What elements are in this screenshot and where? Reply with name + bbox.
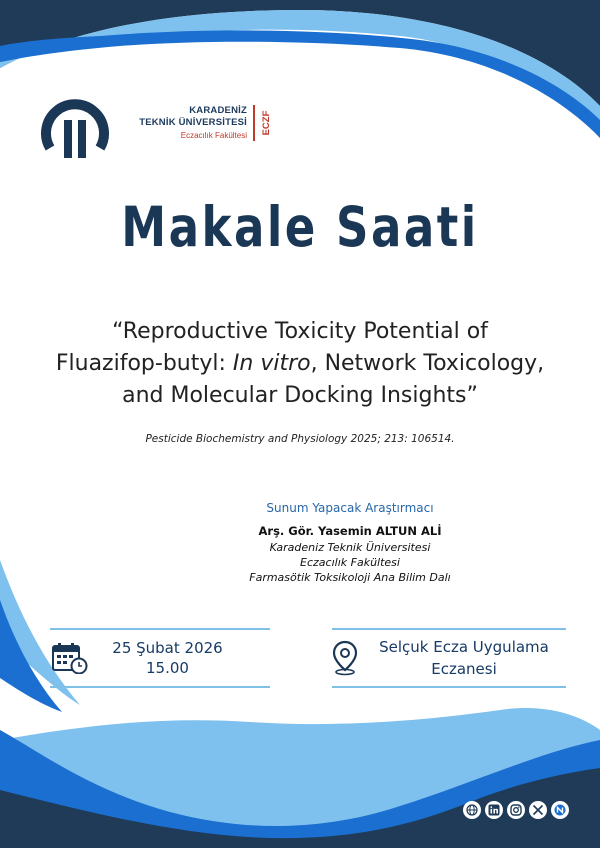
event-date: 25 Şubat 2026 [112, 639, 223, 657]
date-box-top-rule [50, 628, 270, 630]
globe-icon[interactable] [463, 801, 481, 819]
presenter-label: Sunum Yapacak Araştırmacı [266, 501, 434, 515]
presenter-affiliation-department: Farmasötik Toksikoloji Ana Bilim Dalı [249, 571, 451, 584]
presenter-affiliation-university: Karadeniz Teknik Üniversitesi [269, 541, 431, 554]
nsosyal-icon[interactable] [551, 801, 569, 819]
institution-name-line2: TEKNİK ÜNİVERSİTESİ [139, 117, 247, 128]
institution-wordmark [132, 103, 282, 153]
event-location-line1: Selçuk Ecza Uygulama [379, 638, 549, 656]
map-pin-icon [332, 640, 358, 676]
instagram-icon[interactable] [507, 801, 525, 819]
wordmark-separator [253, 105, 255, 141]
article-title-line2-suffix: , Network Toxicology, [310, 351, 545, 376]
event-location [364, 636, 564, 680]
social-links [463, 801, 569, 819]
event-datetime [95, 638, 240, 678]
article-title [40, 316, 560, 412]
location-box-bottom-rule [332, 686, 566, 688]
article-title-line1: “Reproductive Toxicity Potential of [112, 319, 488, 344]
article-title-line2 [40, 348, 560, 380]
linkedin-icon[interactable] [485, 801, 503, 819]
svg-text:ECZF: ECZF [261, 110, 272, 136]
article-title-line3: and Molecular Docking Insights” [122, 383, 478, 408]
date-box [50, 628, 270, 688]
location-box [332, 628, 566, 688]
faculty-name: Eczacılık Fakültesi [180, 131, 247, 140]
ktu-logo [40, 96, 110, 162]
presenter-name: Arş. Gör. Yasemin ALTUN ALİ [258, 524, 442, 538]
journal-citation: Pesticide Biochemistry and Physiology 2025; 213: 106514. [145, 433, 455, 445]
presenter-block [150, 501, 550, 586]
institution-name-line1: KARADENİZ [189, 105, 247, 116]
calendar-clock-icon [52, 642, 88, 674]
x-icon[interactable] [529, 801, 547, 819]
date-box-bottom-rule [50, 686, 270, 688]
article-title-line2-prefix: Fluazifop-butyl: [55, 351, 233, 376]
location-box-top-rule [332, 628, 566, 630]
article-title-line2-italic: In vitro [232, 351, 311, 376]
presenter-affiliation-faculty: Eczacılık Fakültesi [300, 556, 400, 569]
event-time: 15.00 [146, 659, 189, 677]
eczf-mark [259, 103, 273, 143]
event-location-line2: Eczanesi [431, 660, 497, 678]
page-title: Makale Saati [121, 195, 479, 259]
